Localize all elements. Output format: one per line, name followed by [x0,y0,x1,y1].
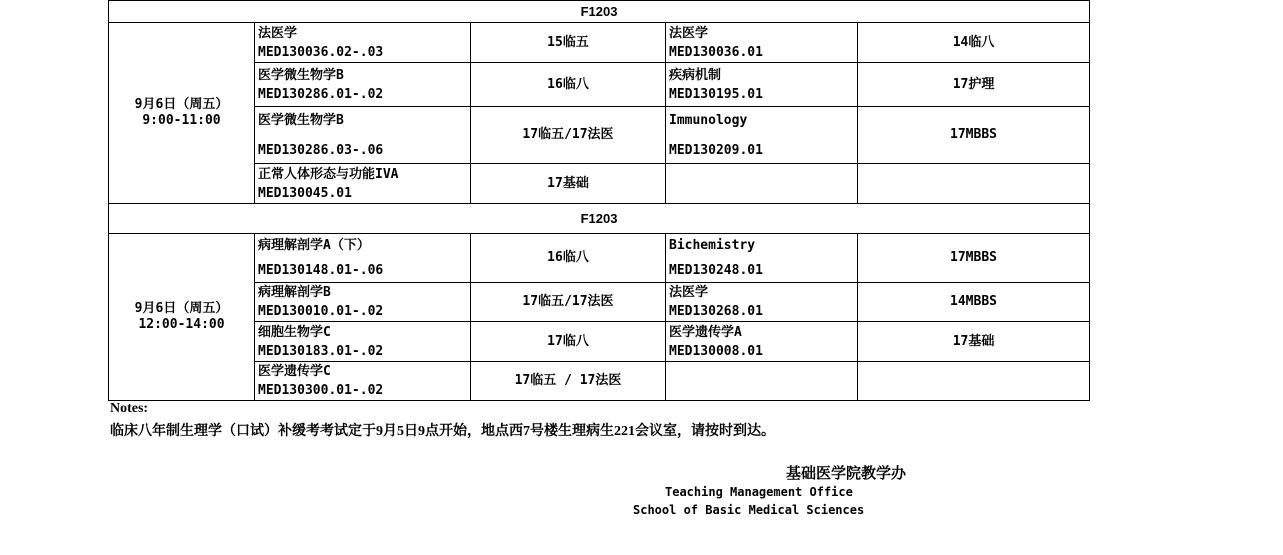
course-code: MED130268.01 [669,304,763,319]
course-cell [666,107,858,164]
room-row [109,204,1090,234]
course-name: 医学微生物学B [258,112,344,128]
course-cell [255,164,471,204]
course-code: MED130183.01-.02 [258,343,384,359]
class-cell: 17基础 [858,322,1090,362]
course-cell [666,362,858,401]
course-cell [666,283,858,322]
course-name: 医学遗传学A [669,324,742,340]
course-name: 法医学 [669,285,709,300]
course-code: MED130148.01-.06 [258,263,384,278]
table-row [109,283,1090,322]
room-row [109,1,1090,23]
table-row [109,322,1090,362]
table-row [109,107,1090,164]
course-code: MED130195.01 [669,86,763,102]
course-name: Bichemistry [669,238,756,253]
exam-time: 12:00-14:00 [138,317,225,332]
table-row [109,23,1090,63]
course-cell [255,362,471,401]
course-cell [255,234,471,283]
table-row [109,362,1090,401]
course-cell [666,23,858,63]
course-code: MED130286.03-.06 [258,142,384,158]
class-cell: 14临八 [858,23,1090,63]
class-cell: 17MBBS [858,234,1090,283]
class-cell [858,362,1090,401]
class-cell: 17临五/17法医 [471,283,666,322]
class-cell: 17护理 [858,63,1090,107]
course-name: 医学微生物学B [258,67,344,83]
class-cell: 17临五/17法医 [471,107,666,164]
course-cell [255,107,471,164]
course-cell [255,283,471,322]
time-slot-cell [109,23,255,204]
course-code: MED130209.01 [669,142,763,158]
course-name: 疾病机制 [669,67,722,83]
course-code: MED130036.02-.03 [258,44,384,60]
table-row [109,234,1090,283]
course-cell [666,63,858,107]
exam-time: 9:00-11:00 [142,113,221,128]
exam-schedule-table [108,0,1090,401]
class-cell: 17临八 [471,322,666,362]
exam-date: 9月6日（周五） [134,301,229,316]
notes-label: Notes: [110,401,149,416]
course-cell [666,234,858,283]
course-code: MED130286.01-.02 [258,86,384,102]
class-cell: 17MBBS [858,107,1090,164]
course-name: Immunology [669,112,748,128]
course-code: MED130008.01 [669,343,763,359]
course-cell [666,164,858,204]
course-name: 正常人体形态与功能IVA [258,166,399,182]
course-name: 病理解剖学A（下） [258,238,370,253]
time-slot-cell [109,234,255,401]
class-cell: 17基础 [471,164,666,204]
class-cell: 16临八 [471,234,666,283]
course-code: MED130300.01-.02 [258,383,384,398]
signature-office-cn: 基础医学院教学办 [786,464,907,482]
table-row [109,164,1090,204]
class-cell: 14MBBS [858,283,1090,322]
exam-date: 9月6日（周五） [134,97,229,112]
course-code: MED130036.01 [669,44,763,60]
signature-school-en: School of Basic Medical Sciences [633,503,865,517]
course-code: MED130248.01 [669,263,763,278]
course-cell [666,322,858,362]
room-label: F1203 [109,1,1090,23]
course-cell [255,23,471,63]
course-name: 细胞生物学C [258,324,331,340]
course-name: 法医学 [669,25,709,41]
room-label: F1203 [109,204,1090,234]
table-row [109,63,1090,107]
class-cell: 16临八 [471,63,666,107]
course-name: 法医学 [258,25,298,41]
course-cell [255,63,471,107]
course-cell [255,322,471,362]
class-cell: 15临五 [471,23,666,63]
signature-office-en: Teaching Management Office [665,485,853,499]
course-code: MED130045.01 [258,185,352,201]
course-name: 医学遗传学C [258,364,331,379]
notes-text: 临床八年制生理学（口试）补缓考考试定于9月5日9点开始，地点西7号楼生理病生221会议室，请按时到达。 [110,424,775,439]
course-name: 病理解剖学B [258,285,331,300]
class-cell [858,164,1090,204]
course-code: MED130010.01-.02 [258,304,384,319]
class-cell: 17临五 / 17法医 [471,362,666,401]
